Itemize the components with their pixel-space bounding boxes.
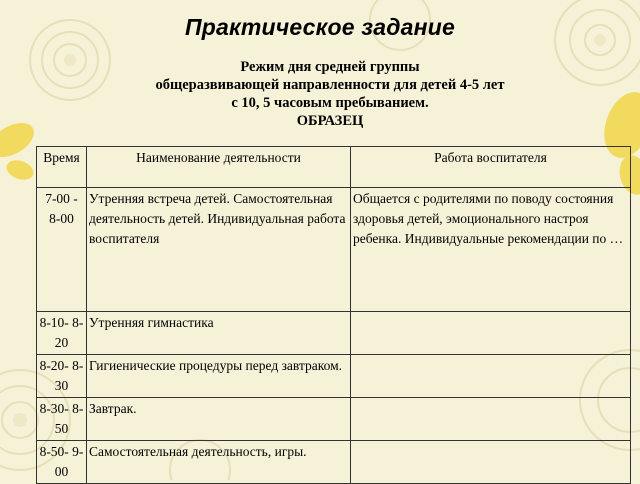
cell-teacher [351, 398, 631, 441]
cell-activity: Утренняя гимнастика [87, 312, 351, 355]
subtitle-sample-label: ОБРАЗЕЦ [296, 113, 364, 129]
cell-time: 8-10- 8-20 [37, 312, 87, 355]
cell-teacher [351, 312, 631, 355]
cell-time: 8-30- 8-50 [37, 398, 87, 441]
cell-activity: Самостоятельная деятельность, игры. [87, 441, 351, 484]
page-title: Практическое задание [185, 14, 455, 40]
schedule-table [36, 146, 631, 484]
subtitle-line-2: общеразвивающей направленности для детей 4-5 лет [155, 77, 505, 93]
subtitle [120, 58, 540, 130]
cell-activity: Утренняя встреча детей. Самостоятельная деятельность детей. Индивидуальная работа воспитателя [87, 188, 351, 312]
table-header-row [37, 147, 631, 188]
table-row [37, 312, 631, 355]
table-row [37, 355, 631, 398]
cell-activity: Гигиенические процедуры перед завтраком. [87, 355, 351, 398]
subtitle-line-1: Режим дня средней группы [240, 59, 420, 75]
cell-teacher: Общается с родителями по поводу состояния здоровья детей, эмоционального настроя ребенка. Индивидуальные рекомендации по … [351, 188, 631, 312]
cell-teacher [351, 441, 631, 484]
table-row [37, 188, 631, 312]
butterfly-left-icon [0, 116, 40, 183]
table-row [37, 441, 631, 484]
cell-teacher [351, 355, 631, 398]
cell-time: 7-00 - 8-00 [37, 188, 87, 312]
cell-time: 8-20- 8-30 [37, 355, 87, 398]
header-activity: Наименование деятельности [87, 147, 351, 188]
table-row [37, 398, 631, 441]
cell-activity: Завтрак. [87, 398, 351, 441]
cell-time: 8-50- 9-00 [37, 441, 87, 484]
subtitle-line-3: с 10, 5 часовым пребыванием. [231, 95, 429, 111]
header-teacher: Работа воспитателя [351, 147, 631, 188]
header-time: Время [37, 147, 87, 188]
